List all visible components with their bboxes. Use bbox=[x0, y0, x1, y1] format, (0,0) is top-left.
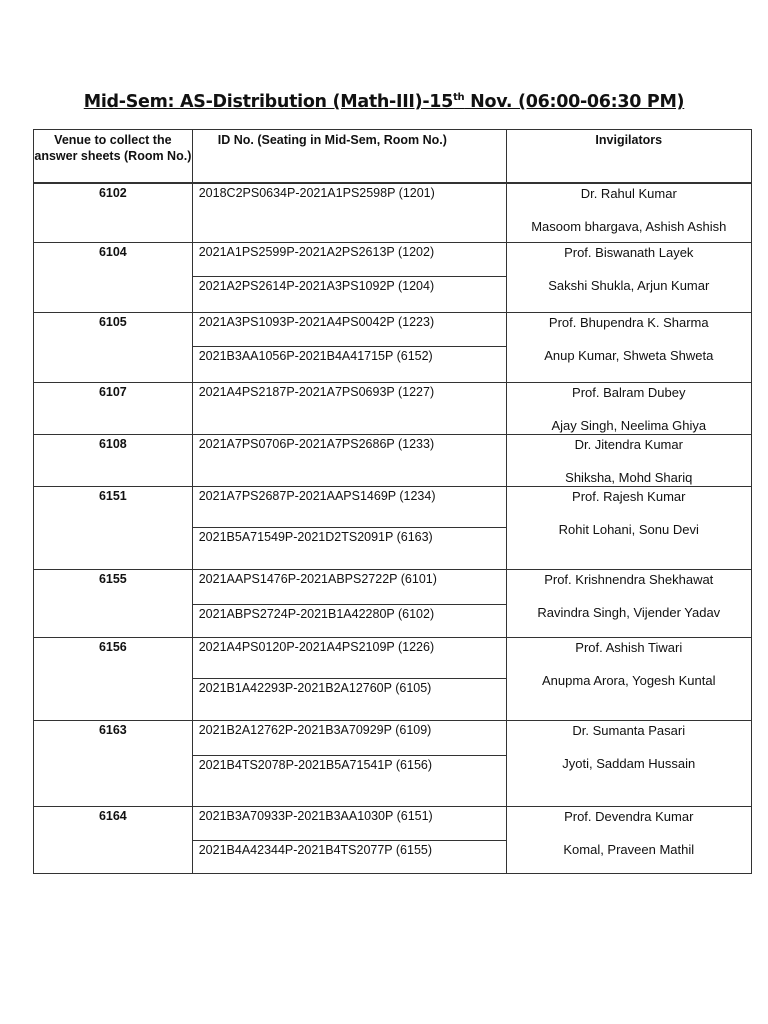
invigilator-faculty: Prof. Krishnendra Shekhawat bbox=[544, 572, 714, 587]
invigilators-cell bbox=[506, 183, 751, 243]
invigilators-cell bbox=[506, 243, 751, 313]
invigilator-faculty: Prof. Rajesh Kumar bbox=[572, 489, 686, 504]
id-range: 2021A7PS2687P-2021AAPS1469P (1234) bbox=[198, 489, 436, 503]
id-range-cell bbox=[192, 570, 506, 638]
invigilator-assistants: Komal, Praveen Mathil bbox=[563, 842, 695, 857]
id-range-cell bbox=[192, 487, 506, 570]
id-range: 2021ABPS2724P-2021B1A42280P (6102) bbox=[193, 604, 506, 622]
invigilator-assistants: Ravindra Singh, Vijender Yadav bbox=[537, 605, 721, 620]
invigilators-cell bbox=[506, 807, 751, 874]
table-row bbox=[34, 383, 752, 435]
invigilator-assistants: Ajay Singh, Neelima Ghiya bbox=[551, 418, 707, 433]
id-range: 2021A4PS0120P-2021A4PS2109P (1226) bbox=[198, 640, 435, 654]
room-number: 6102 bbox=[34, 183, 193, 243]
invigilator-faculty: Dr. Jitendra Kumar bbox=[574, 437, 683, 452]
page-title bbox=[0, 92, 768, 112]
invigilator-assistants: Anupma Arora, Yogesh Kuntal bbox=[542, 673, 716, 688]
invigilator-faculty: Prof. Ashish Tiwari bbox=[575, 640, 683, 655]
invigilator-faculty: Prof. Bhupendra K. Sharma bbox=[548, 315, 709, 330]
id-range: 2021A2PS2614P-2021A3PS1092P (1204) bbox=[193, 276, 506, 294]
invigilator-assistants: Anup Kumar, Shweta Shweta bbox=[544, 348, 714, 363]
header-venue: Venue to collect the answer sheets (Room No.) bbox=[34, 130, 193, 184]
invigilators-cell bbox=[506, 638, 751, 721]
invigilator-assistants: Shiksha, Mohd Shariq bbox=[565, 470, 693, 485]
invigilator-faculty: Prof. Biswanath Layek bbox=[564, 245, 694, 260]
id-range: 2021AAPS1476P-2021ABPS2722P (6101) bbox=[198, 572, 437, 586]
id-range: 2021A4PS2187P-2021A7PS0693P (1227) bbox=[198, 385, 435, 399]
distribution-table bbox=[33, 129, 752, 874]
table-row bbox=[34, 313, 752, 383]
id-range-cell bbox=[192, 383, 506, 435]
table-row bbox=[34, 435, 752, 487]
table-row bbox=[34, 183, 752, 243]
id-range-cell bbox=[192, 313, 506, 383]
id-range-cell bbox=[192, 243, 506, 313]
id-range: 2021B4A42344P-2021B4TS2077P (6155) bbox=[193, 840, 506, 858]
id-range: 2021B4TS2078P-2021B5A71541P (6156) bbox=[193, 755, 506, 773]
table-row bbox=[34, 807, 752, 874]
invigilator-assistants: Rohit Lohani, Sonu Devi bbox=[558, 522, 699, 537]
table-row bbox=[34, 243, 752, 313]
invigilator-faculty: Dr. Sumanta Pasari bbox=[572, 723, 686, 738]
invigilator-assistants: Jyoti, Saddam Hussain bbox=[562, 756, 696, 771]
room-number: 6104 bbox=[34, 243, 193, 313]
invigilator-faculty: Prof. Balram Dubey bbox=[572, 385, 686, 400]
invigilators-cell bbox=[506, 435, 751, 487]
id-range: 2021A3PS1093P-2021A4PS0042P (1223) bbox=[198, 315, 435, 329]
title-superscript: th bbox=[453, 92, 465, 104]
invigilators-cell bbox=[506, 313, 751, 383]
invigilator-assistants: Masoom bhargava, Ashish Ashish bbox=[531, 219, 727, 234]
id-range: 2021B2A12762P-2021B3A70929P (6109) bbox=[198, 723, 432, 737]
id-range-cell bbox=[192, 638, 506, 721]
id-range: 2021A1PS2599P-2021A2PS2613P (1202) bbox=[198, 245, 435, 259]
title-prefix: Mid-Sem: AS-Distribution (Math-III)-15 bbox=[83, 92, 454, 112]
id-range: 2021B1A42293P-2021B2A12760P (6105) bbox=[193, 678, 506, 696]
id-range-cell bbox=[192, 721, 506, 807]
header-invigilators: Invigilators bbox=[506, 130, 751, 184]
id-range-cell bbox=[192, 435, 506, 487]
invigilators-cell bbox=[506, 570, 751, 638]
room-number: 6108 bbox=[34, 435, 193, 487]
header-id: ID No. (Seating in Mid-Sem, Room No.) bbox=[192, 130, 506, 184]
title-suffix: Nov. (06:00-06:30 PM) bbox=[464, 92, 685, 112]
id-range-cell bbox=[192, 183, 506, 243]
invigilator-assistants: Sakshi Shukla, Arjun Kumar bbox=[548, 278, 710, 293]
room-number: 6156 bbox=[34, 638, 193, 721]
table-row bbox=[34, 487, 752, 570]
table-row bbox=[34, 638, 752, 721]
room-number: 6107 bbox=[34, 383, 193, 435]
room-number: 6105 bbox=[34, 313, 193, 383]
id-range: 2021B3AA1056P-2021B4A41715P (6152) bbox=[193, 346, 506, 364]
invigilators-cell bbox=[506, 487, 751, 570]
id-range: 2021B5A71549P-2021D2TS2091P (6163) bbox=[193, 527, 506, 545]
table-row bbox=[34, 721, 752, 807]
room-number: 6151 bbox=[34, 487, 193, 570]
id-range: 2021A7PS0706P-2021A7PS2686P (1233) bbox=[198, 437, 435, 451]
id-range: 2018C2PS0634P-2021A1PS2598P (1201) bbox=[198, 186, 435, 200]
room-number: 6164 bbox=[34, 807, 193, 874]
id-range: 2021B3A70933P-2021B3AA1030P (6151) bbox=[198, 809, 433, 823]
id-range-cell bbox=[192, 807, 506, 874]
table-row bbox=[34, 570, 752, 638]
table-header-row bbox=[34, 130, 752, 184]
invigilators-cell bbox=[506, 383, 751, 435]
room-number: 6163 bbox=[34, 721, 193, 807]
room-number: 6155 bbox=[34, 570, 193, 638]
invigilator-faculty: Dr. Rahul Kumar bbox=[580, 186, 677, 201]
invigilators-cell bbox=[506, 721, 751, 807]
invigilator-faculty: Prof. Devendra Kumar bbox=[564, 809, 694, 824]
